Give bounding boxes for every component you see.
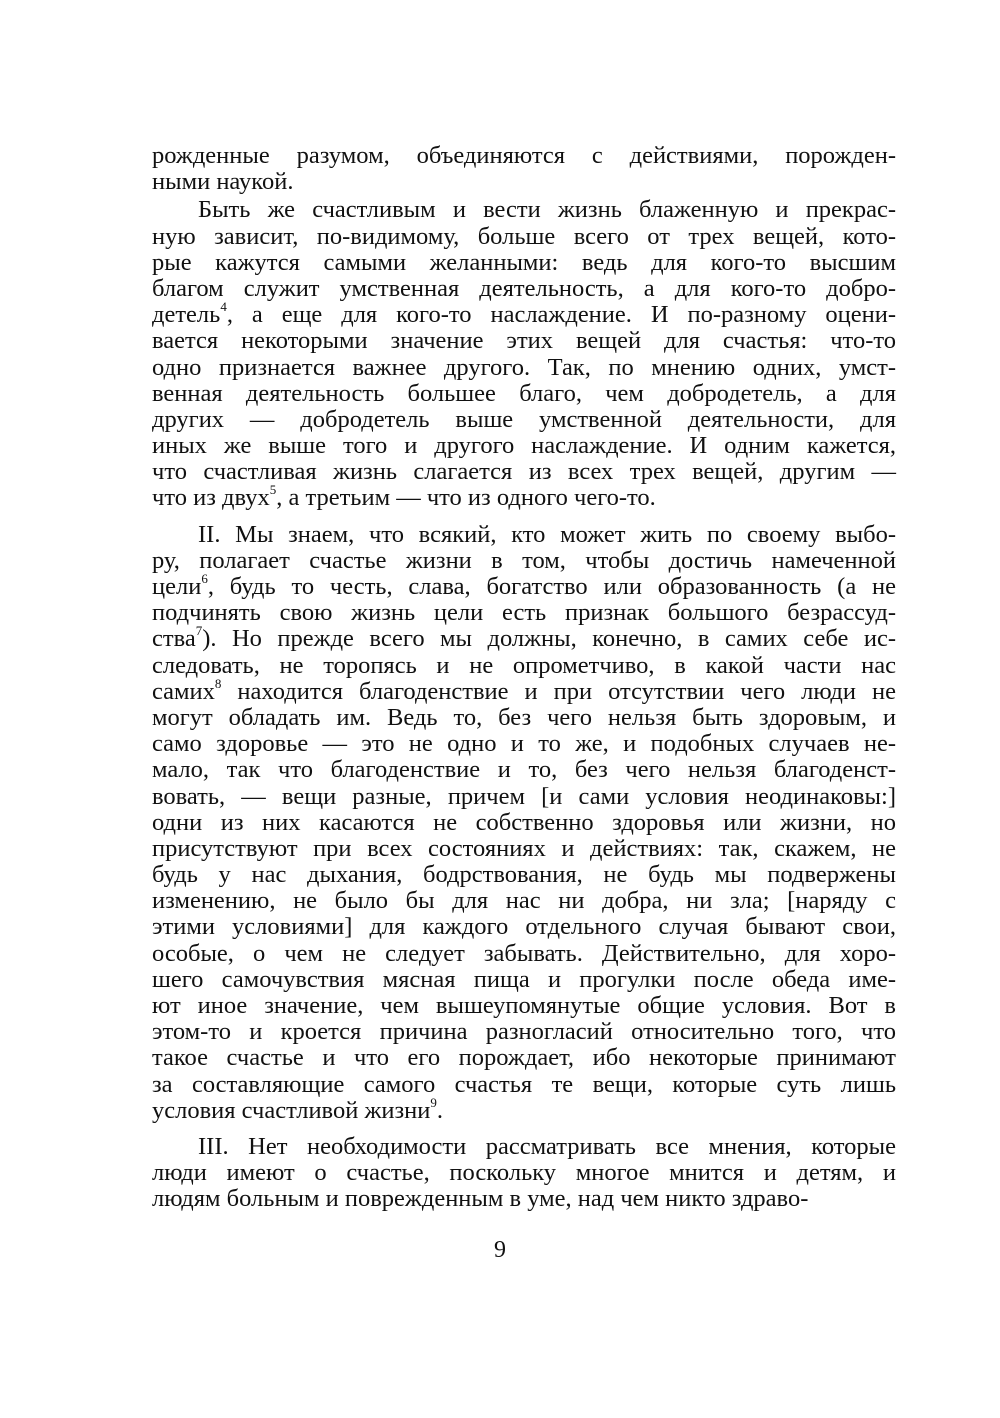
text-line: присутствуют при всех состояниях и действиях: так, скажем, не [152,834,896,862]
text-line: за составляющие самого счастья те вещи, которые суть лишь [152,1070,896,1098]
text-line: самих$^8$ находится благоденствие и при отсутствии чего люди не [152,675,896,705]
text-line: что счастливая жизнь слагается из всех трех вещей, другим — [152,458,896,486]
text-line: Быть же счастливым и вести жизнь блаженную и прекрас- [198,196,896,224]
text-line: этими условиями] для каждого отдельного случая бывают свои, [152,913,896,941]
text-line: детель$^4$, а еще для кого-то наслаждение. И по-разному оцени- [152,298,896,329]
text-line: такое счастье и что его порождает, ибо некоторые принимают [152,1044,896,1072]
text-line: что из двух$^5$, а третьим — что из одного чего-то. [152,482,656,512]
text-line: само здоровье — это не одно и то же, и подобных случаев не- [152,730,896,758]
text-line: благом служит умственная деятельность, а для кого-то добро- [152,274,896,302]
text-line: ру, полагает счастье жизни в том, чтобы достичь намеченной [152,546,896,574]
footnote-marker: 7 [195,623,203,639]
text-line: людям больным и поврежденным в уме, над чем никто здраво- [152,1185,809,1213]
paragraph-4 [152,1134,896,1213]
text-line: цели$^6$, будь то честь, слава, богатство или образованность (а не [152,570,896,600]
text-line: изменению, не было бы для нас ни добра, ни зла; [наряду с [152,887,896,915]
text-line: иных же выше того и другого наслаждение. И одним кажется, [152,432,896,460]
text-line: II. Мы знаем, что всякий, кто может жить по своему выбо- [198,520,896,548]
text-line: III. Нет необходимости рассматривать все мнения, которые [198,1132,896,1160]
text-line: рожденные разумом, объединяются с действиями, порожден- [152,142,896,169]
text-line: условия счастливой жизни$^9$. [152,1094,444,1124]
text-line: ными наукой. [152,168,294,196]
text-line: этом-то и кроется причина разногласий относительно того, что [152,1018,896,1046]
text-line: вается некоторыми значение этих вещей для счастья: что-то [152,327,896,355]
text-line: следовать, не торопясь и не опрометчиво, в какой части нас [152,651,896,679]
text-line: венная деятельность большее благо, чем добродетель, а для [152,379,896,407]
footnote-marker: 8 [214,675,222,691]
text-line: мало, так что благоденствие и то, без чего нельзя благоденст- [152,756,896,784]
text-line: других — добродетель выше умственной деятельности, для [152,405,896,433]
text-line: ства$^7$). Но прежде всего мы должны, конечно, в самих себе ис- [152,623,896,653]
footnote-marker: 6 [201,570,208,586]
footnote-marker: 9 [430,1094,437,1110]
page-body [152,143,896,1213]
text-line: вовать, — вещи разные, причем [и сами условия неодинаковы:] [152,782,896,810]
text-line: ют иное значение, чем вышеупомянутые общие условия. Вот в [152,992,896,1019]
footnote-marker: 5 [269,482,277,498]
paragraph-1 [152,143,896,195]
text-line: могут обладать им. Ведь то, без чего нельзя быть здоровым, и [152,703,896,731]
text-line: шего самочувствия мясная пища и прогулки после обеда име- [152,965,896,993]
text-line: подчинять свою жизнь цели есть признак большого безрассуд- [152,599,896,627]
text-line: особые, о чем не следует забывать. Действительно, для хоро- [152,939,896,967]
paragraph-2 [152,197,896,511]
footnote-marker: 4 [220,298,227,314]
text-line: рые кажутся самыми желанными: ведь для кого-то высшим [152,248,896,276]
text-line: ную зависит, по-видимому, больше всего от трех вещей, кото- [152,222,896,250]
page-number: 9 [494,1237,506,1263]
text-line: будь у нас дыхания, бодрствования, не будь мы подвержены [152,861,896,889]
paragraph-3 [152,522,896,1124]
text-line: одни из них касаются не собственно здоровья или жизни, но [152,808,896,836]
text-line: люди имеют о счастье, поскольку многое мнится и детям, и [152,1159,896,1187]
text-line: одно признается важнее другого. Так, по мнению одних, умст- [152,353,896,381]
